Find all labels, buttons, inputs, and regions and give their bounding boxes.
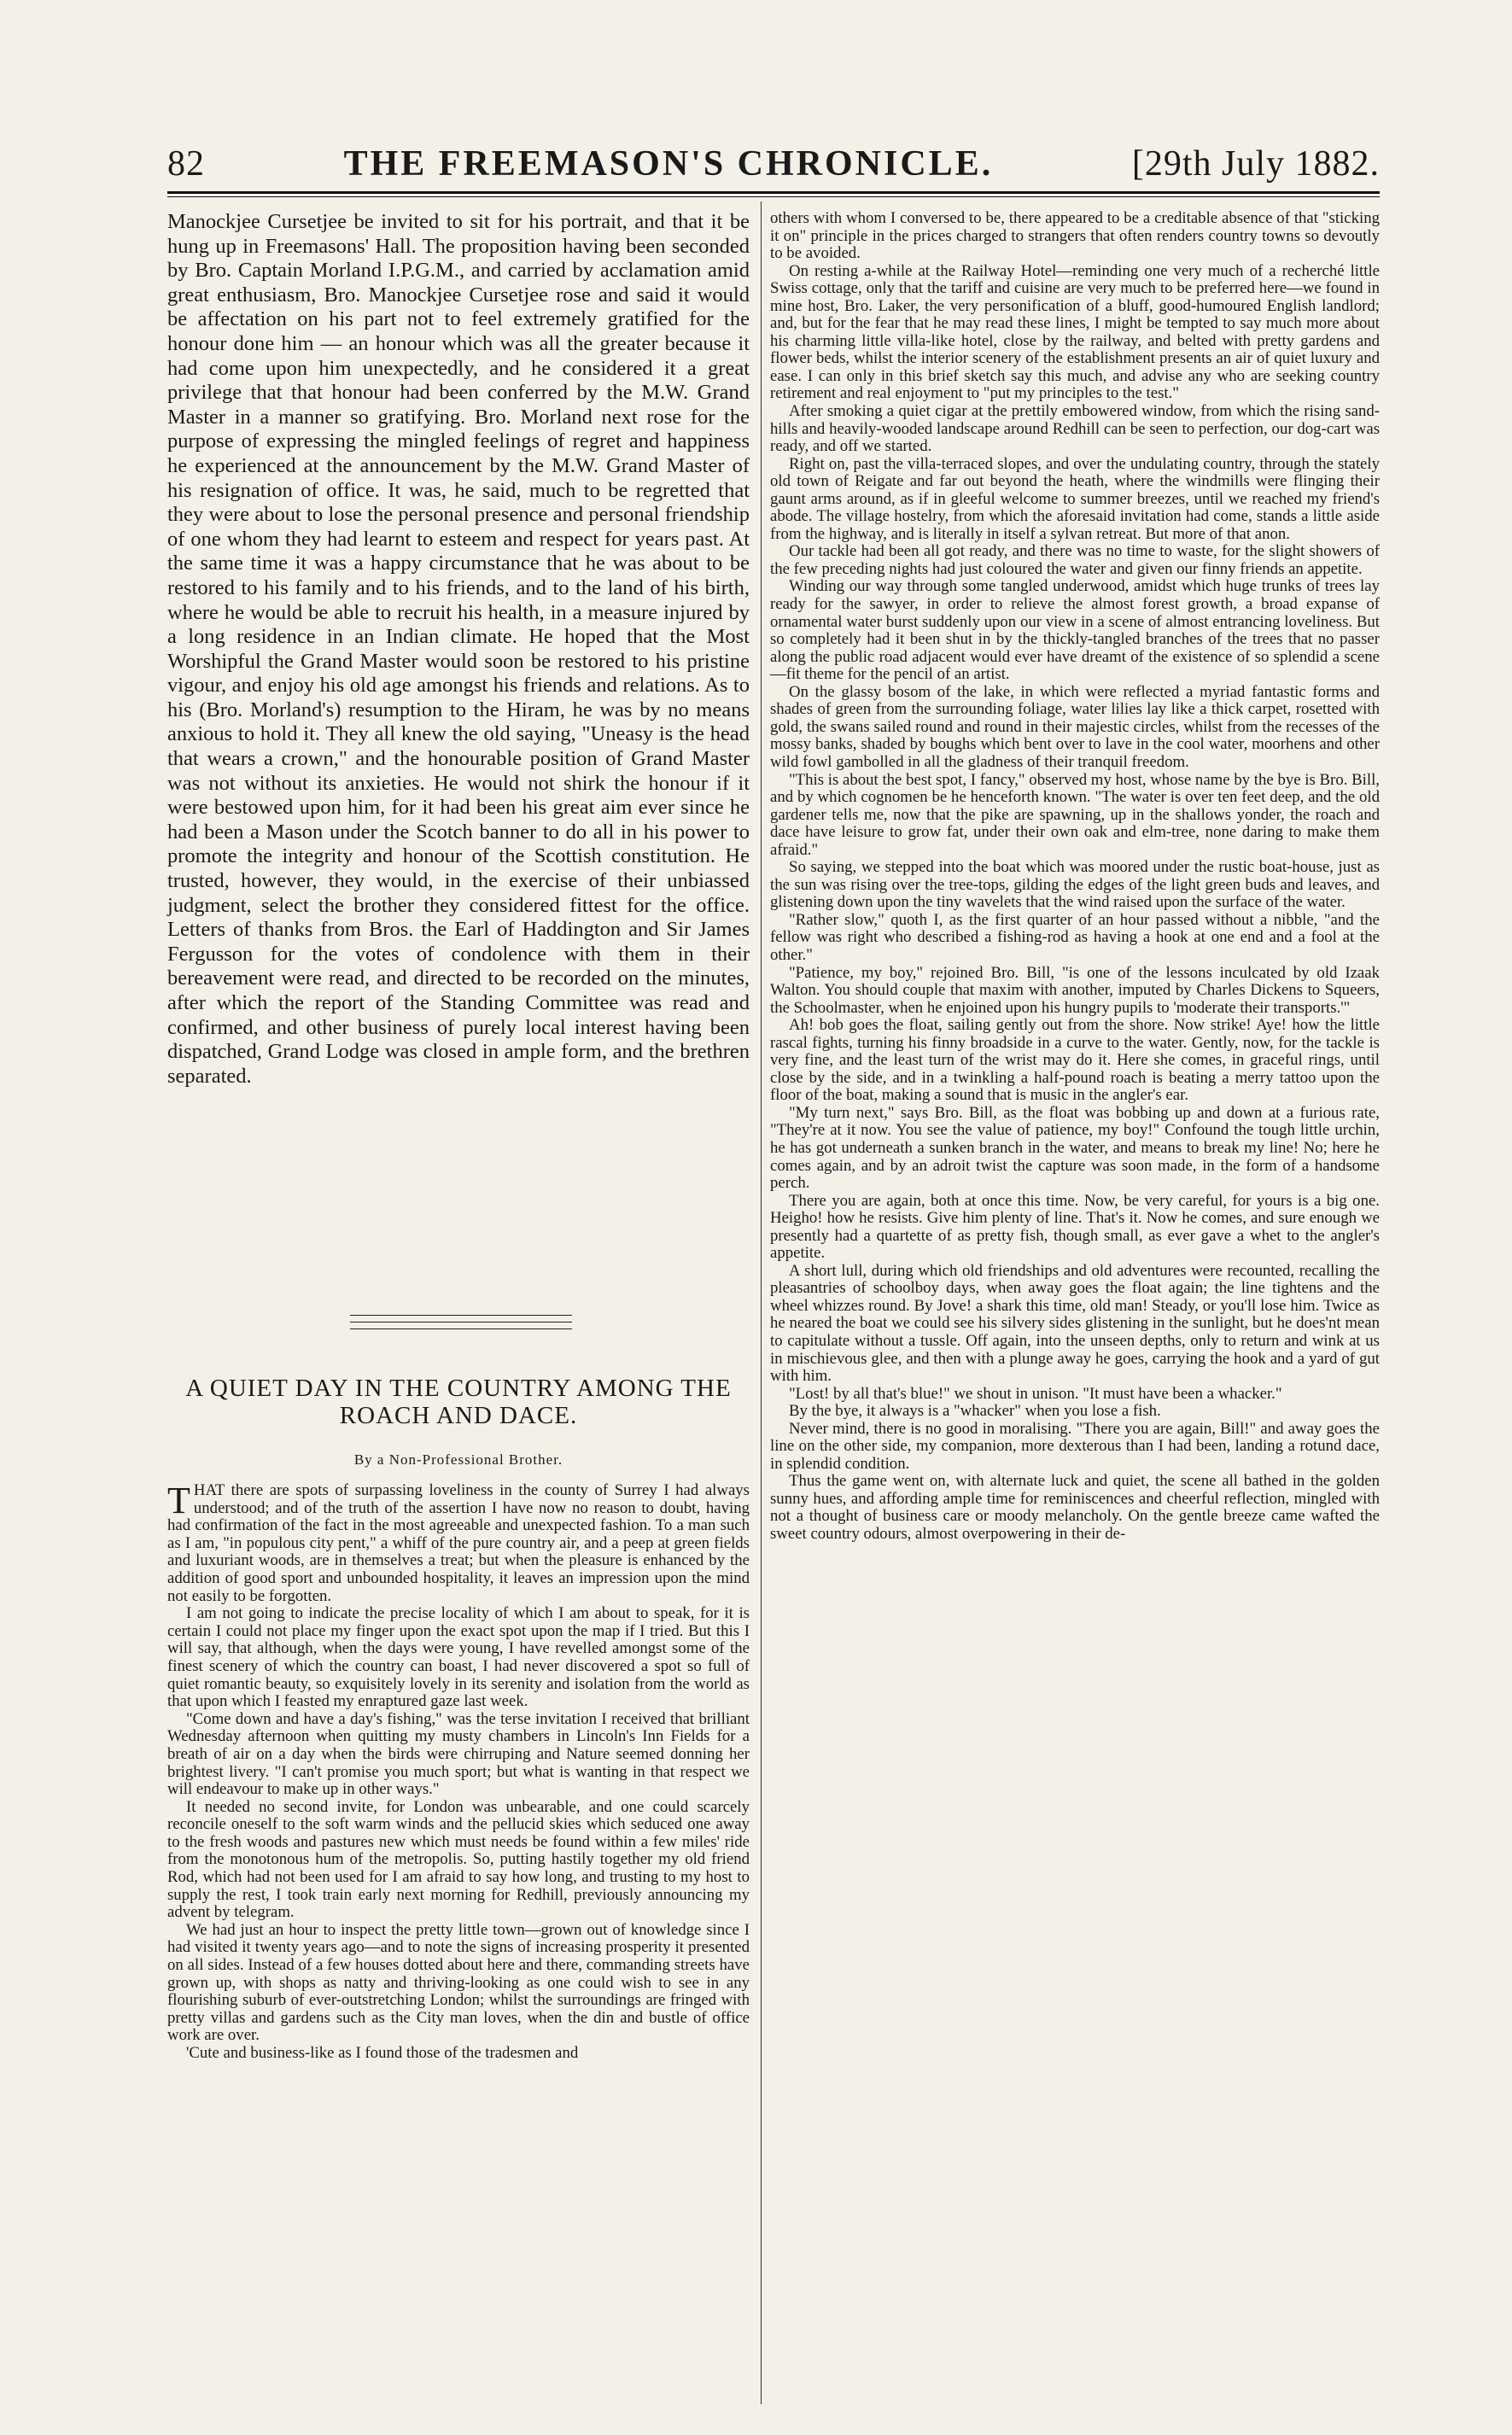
article-paragraph: A short lull, during which old friendships and old adventures were recounted, recalling the pleasantries of schoolboy days, when away goes the float again; the line tightens and the wheel whizzes round. By Jove! a shark this time, old man! Steady, or you'll lose him. Twice as he neared the boat we could see his silvery sides glistening in the sunlight, but he does'nt mean to capitulate without a tussle. Off again, into the unseen depths, only to return and wink at us in mischievous glee, and then with a plunge away he goes, carrying the hook and a yard of gut with him. xyxy=(770,1261,1380,1386)
header-rule-thin xyxy=(167,196,1380,197)
article-paragraph: "My turn next," says Bro. Bill, as the float was bobbing up and down at a furious rate, "They're at it now. You see the value of patience, my boy!" Confound the tough little urchin, he has got underneath a sunken branch in the water, and means to break my line! No; here he comes again, and by an adroit twist the capture was soon made, in the form of a handsome perch. xyxy=(770,1103,1380,1193)
article-paragraph: So saying, we stepped into the boat which was moored under the rustic boat-house, just as the sun was rising over the tree-tops, gilding the edges of the light green buds and leaves, and glistening down upon the tiny wavelets that the wind raised upon the surface of the water. xyxy=(770,858,1380,912)
article-byline: By a Non-Professional Brother. xyxy=(353,1451,563,1468)
article-paragraph: On the glassy bosom of the lake, in which were reflected a myriad fantastic forms and shades of green from the surrounding foliage, water lilies lay like a thick carpet, rosetted with gold, the swans sailed round and round in their majestic circles, whilst from the recesses of the mossy banks, shaded by boughs which bent over to lave in the cool water, moorhens and other wild fowl gambolled in all the gladness of their tranquil freedom. xyxy=(770,682,1380,771)
article-paragraph: Right on, past the villa-terraced slopes, and over the undulating country, through the stately old town of Reigate and far out beyond the heath, where the windmills were flinging their gaunt arms around, as if in gleeful welcome to summer breezes, until we reached my friend's abode. The village hostelry, from which the aforesaid invitation had come, stands a little aside from the highway, and is literally in itself a sylvan retreat. But more of that anon. xyxy=(770,454,1380,543)
article-paragraph: On resting a-while at the Railway Hotel—reminding one very much of a recherché little Swiss cottage, only that the tariff and cuisine are very much to be preferred here—we found in mine host, Bro. Laker, the very personification of a bluff, good-humoured English landlord; and, but for the fear that he may read these lines, I might be tempted to say much more about his charming little villa-like hotel, close by the railway, and belted with pretty gardens and flower beds, whilst the interior scenery of the establishment presents an air of quiet luxury and ease. I can only in this brief sketch say this much, and advise any who are seeking country retirement and real enjoyment to "put my principles to the test." xyxy=(770,261,1380,403)
article-paragraph: There you are again, both at once this time. Now, be very careful, for yours is a big one. Heigho! how he resists. Give him plenty of line. That's it. Now he comes, and sure enough we presently had a quartette of as pretty fish, though small, as ever gave a whet to the angler's appetite. xyxy=(770,1191,1380,1263)
article-body-left xyxy=(167,1482,750,2063)
article-separator-rule xyxy=(350,1322,572,1323)
article-paragraph: "Rather slow," quoth I, as the first quarter of an hour passed without a nibble, "and the fellow was right who described a fishing-rod as having a hook at one end and a fool at the other." xyxy=(770,910,1380,964)
article-paragraph: I am not going to indicate the precise locality of which I am about to speak, for it is certain I could not place my finger upon the exact spot upon the map if I tried. But this I will say, that although, when the days were young, I have revelled amongst some of the finest scenery of which the country can boast, I had never discovered a spot so full of quiet romantic beauty, so exquisitely lovely in its serenity and isolation from the world as that upon which I feasted my enraptured gaze last week. xyxy=(167,1604,750,1711)
article-headline: A QUIET DAY IN THE COUNTRY AMONG THE ROACH AND DACE. xyxy=(185,1375,732,1429)
page-header xyxy=(167,143,1380,188)
article-paragraph: Thus the game went on, with alternate luck and quiet, the scene all bathed in the golden sunny hues, and affording ample time for reminiscences and cheerful reflection, mingled with not a thought of business care or moody melancholy. On the gentle breeze came wafted the sweet country odours, almost overpowering in their de- xyxy=(770,1472,1380,1544)
column-divider xyxy=(761,201,762,2404)
article-paragraph: THAT there are spots of surpassing loveliness in the county of Surrey I had always understood; and of the truth of the assertion I have now no reason to doubt, having had confirmation of the fact in the most agreeable and unexpected fashion. To a man such as I am, "in populous city pent," a whiff of the pure country air, and a peep at green fields and luxuriant woods, are in themselves a treat; but when the pleasure is enhanced by the addition of good sport and unbounded hospitality, it leaves an impression upon the mind not easily to be forgotten. xyxy=(167,1480,750,1605)
page-number: 82 xyxy=(167,144,205,184)
article-separator-rule xyxy=(350,1315,572,1316)
article-paragraph: 'Cute and business-like as I found those of the tradesmen and xyxy=(186,2044,579,2062)
article-body-right xyxy=(770,210,1380,1544)
issue-date: [29th July 1882. xyxy=(1131,144,1380,184)
article-paragraph: After smoking a quiet cigar at the prettily embowered window, from which the rising sand-hills and heavily-wooded landscape around Redhill can be seen to perfection, our dog-cart was ready, and off we started. xyxy=(770,402,1380,456)
article-paragraph: "This is about the best spot, I fancy," observed my host, whose name by the bye is Bro. Bill, and by which cognomen be he henceforth known. "The water is over ten feet deep, and the old gardener tells me, now that the pike are spawning, up in the shallows yonder, the roach and dace have leisure to grow fat, under their own oak and elm-tree, none daring to make them afraid." xyxy=(770,770,1380,859)
continuation-paragraph: Manockjee Cursetjee be invited to sit for his portrait, and that it be hung up in Freemasons' Hall. The proposition having been seconded by Bro. Captain Morland I.P.G.M., and carried by acclamation amid great enthusiasm, Bro. Manockjee Cursetjee rose and said it would be affectation on his part not to feel extremely gratified for the honour done him — an honour which was all the greater because it had come upon him unexpectedly, and he considered it a great privilege that that honour had been conferred by the M.W. Grand Master in a manner so gratifying. Bro. Morland next rose for the purpose of expressing the mingled feelings of regret and happiness he experienced at the announcement by the M.W. Grand Master of his resignation of office. It was, he said, much to be regretted that they were about to lose the personal presence and personal friendship of one whom they had learnt to esteem and respect for years past. At the same time it was a happy circumstance that he was about to be restored to his family and to his friends, and to the land of his birth, where he would be able to recruit his health, in a measure injured by a long residence in an Indian climate. He hoped that the Most Worshipful the Grand Master would soon be restored to his pristine vigour, and enjoy his old age amongst his friends and relations. As to his (Bro. Morland's) resumption to the Hiram, he was by no means anxious to hold it. They all knew the old saying, "Uneasy is the head that wears a crown," and the honourable position of Grand Master was not without its anxieties. He would not shirk the honour if it were bestowed upon him, for it had been his great aim ever since he had been a Mason under the Scotch banner to do all in his power to promote the integrity and honour of the Scottish constitution. He trusted, however, they would, in the exercise of their unbiassed judgment, select the brother they considered fittest for the office. Letters of thanks from Bros. the Earl of Haddington and Sir James Fergusson for the votes of condolence with them in their bereavement were read, and directed to be recorded on the minutes, after which the report of the Standing Committee was read and confirmed, and other business of purely local interest having been dispatched, Grand Lodge was closed in ample form, and the brethren separated. xyxy=(167,210,750,1088)
article-paragraph: "Come down and have a day's fishing," was the terse invitation I received that brilliant Wednesday afternoon when quitting my musty chambers in Lincoln's Inn Fields for a breath of air on a day when the birds were chirruping and Nature seemed donning her brightest livery. "I can't promise you much sport; but what is wanting in that respect we will endeavour to make up in other ways." xyxy=(167,1709,750,1799)
previous-article-continuation xyxy=(167,210,750,1089)
article-paragraph: By the bye, it always is a "whacker" when you lose a fish. xyxy=(789,1402,1161,1421)
article-paragraph: "Lost! by all that's blue!" we shout in unison. "It must have been a whacker." xyxy=(789,1384,1282,1403)
article-paragraph: We had just an hour to inspect the pretty little town—grown out of knowledge since I had visited it twenty years ago—and to note the signs of increasing prosperity it presented on all sides. Instead of a few houses dotted about here and there, commanding streets have grown up, with shops as natty and thriving-looking as one could wish to see in any flourishing suburb of ever-outstretching London; whilst the surroundings are fringed with pretty villas and gardens such as the City man loves, when the din and bustle of office work are over. xyxy=(167,1920,750,2045)
newspaper-title: THE FREEMASON'S CHRONICLE. xyxy=(343,144,994,184)
article-paragraph: others with whom I conversed to be, there appeared to be a creditable absence of that "sticking it on" principle in the prices charged to strangers that often renders country towns so devoutly to be avoided. xyxy=(770,209,1380,263)
article-paragraph: Winding our way through some tangled underwood, amidst which huge trunks of trees lay ready for the sawyer, in order to relieve the almost forest growth, a broad expanse of ornamental water burst suddenly upon our view in a scene of almost entrancing loveliness. But so completely had it been shut in by the thickly-tangled branches of the trees that no passer along the public road adjacent would ever have dreamt of the existence of so splendid a scene—fit theme for the pencil of an artist. xyxy=(770,577,1380,684)
article-paragraph: It needed no second invite, for London was unbearable, and one could scarcely reconcile oneself to the soft warm winds and the pellucid skies which seduced one away to the fresh woods and pastures new which must needs be found within a few miles' ride from the monotonous hum of the metropolis. So, putting hastily together my old friend Rod, which had not been used for I am afraid to say how long, and trusting to my host to supply the rest, I took train early next morning for Redhill, previously announcing my advent by telegram. xyxy=(167,1797,750,1922)
drop-cap: T xyxy=(167,1480,190,1521)
article-paragraph: Our tackle had been all got ready, and there was no time to waste, for the slight showers of the few preceding nights had just coloured the water and given our finny friends an appetite. xyxy=(770,542,1380,578)
header-rule xyxy=(167,191,1380,194)
article-paragraph: Ah! bob goes the float, sailing gently out from the shore. Now strike! Aye! how the little rascal fights, turning his finny broadside in a curve to the water. Gently, now, for the tackle is very fine, and the least turn of the wrist may do it. Here she comes, in graceful rings, until close by the side, and in a twinkling a half-pound roach is beating a merry tattoo upon the floor of the boat, making a sound that is music in the angler's ear. xyxy=(770,1016,1380,1105)
article-paragraph: "Patience, my boy," rejoined Bro. Bill, "is one of the lessons inculcated by old Izaak Walton. You should couple that maxim with another, imputed by Charles Dickens to Squeers, the Schoolmaster, when he enjoined upon his hungry pupils to 'moderate their transports.'" xyxy=(770,963,1380,1017)
article-separator-rule xyxy=(350,1328,572,1329)
article-paragraph: Never mind, there is no good in moralising. "There you are again, Bill!" and away goes the line on the other side, my companion, more dexterous than I had been, landing a rotund dace, in splendid condition. xyxy=(770,1419,1380,1473)
